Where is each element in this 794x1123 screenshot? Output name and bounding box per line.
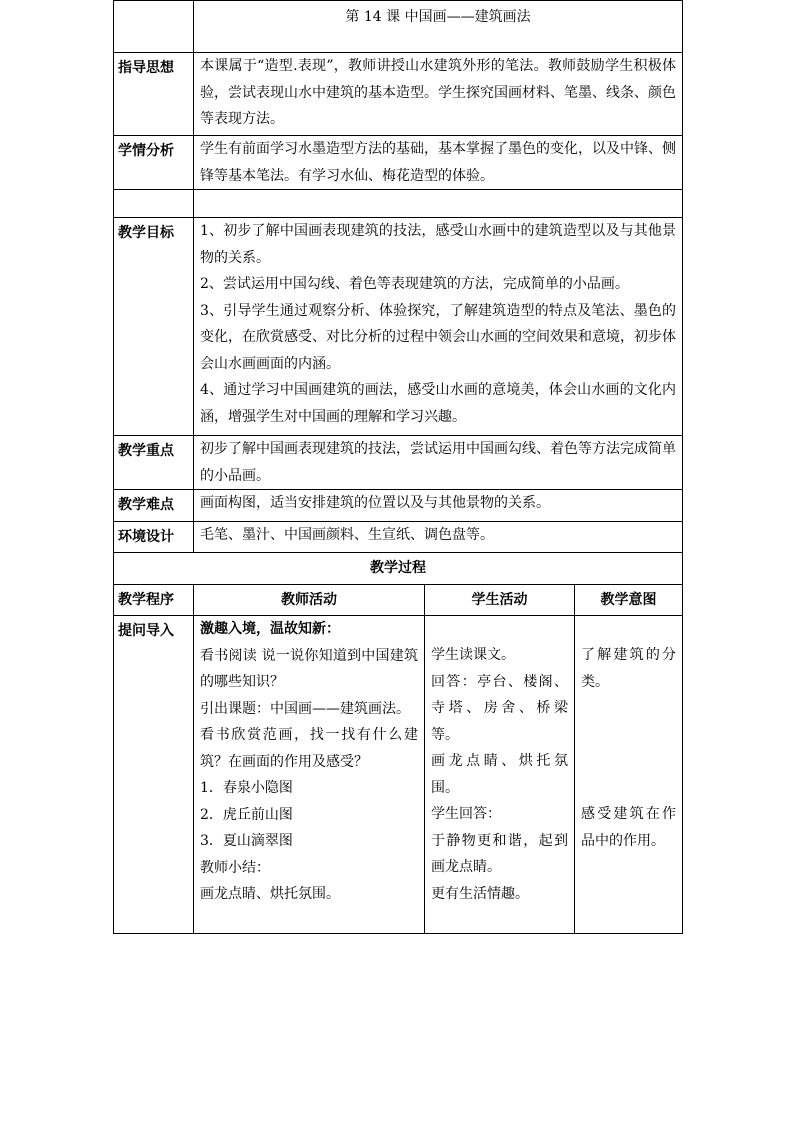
col-header-student: 学生活动 <box>425 584 575 616</box>
teacher-line: 1．春泉小隐图 <box>200 780 293 796</box>
objectives-label: 教学目标 <box>114 218 194 436</box>
col-header-intent: 教学意图 <box>575 584 683 616</box>
difficulty-text: 画面构图，适当安排建筑的位置以及与其他景物的关系。 <box>194 490 683 522</box>
student-line: 回答：亭台、楼阁、寺塔、房舍、桥梁等。 <box>431 673 568 743</box>
guiding-row <box>114 53 683 136</box>
process-step-label: 提问导入 <box>114 616 194 934</box>
teacher-line: 3．夏山滴翠图 <box>200 833 293 849</box>
col-header-step: 教学程序 <box>114 584 194 616</box>
teacher-line: 引出课题：中国画——建筑画法。 <box>200 700 410 717</box>
blank-content-cell <box>194 190 683 218</box>
objective-item: 4、通过学习中国画建筑的画法，感受山水画的意境美，体会山水画的文化内涵，增强学生对中国画的理解和学习兴趣。 <box>200 382 677 425</box>
intent-line: 感受建筑在作品中的作用。 <box>581 806 677 849</box>
teacher-line: 教师小结： <box>200 859 270 876</box>
analysis-label: 学情分析 <box>114 136 194 190</box>
objective-item: 3、引导学生通过观察分析、体验探究，了解建筑造型的特点及笔法、墨色的变化，在欣赏感受、对比分析的过程中领会山水画的空间效果和意境，初步体会山水画画面的内涵。 <box>200 302 677 372</box>
guiding-label: 指导思想 <box>114 53 194 136</box>
student-line: 学生回答： <box>431 806 501 822</box>
blank-label-cell <box>114 190 194 218</box>
title-left-cell <box>114 1 194 53</box>
objective-item: 2、尝试运用中国勾线、着色等表现建筑的方法，完成简单的小品画。 <box>200 276 629 292</box>
intent-line: 了解建筑的分类。 <box>581 647 677 690</box>
student-line: 画龙点睛、烘托氛围。 <box>431 753 568 796</box>
environment-row <box>114 521 683 553</box>
process-heading: 教学过程 <box>114 553 683 585</box>
environment-text: 毛笔、墨汁、中国画颜料、生宣纸、调色盘等。 <box>194 521 683 553</box>
lesson-plan-table <box>113 0 683 934</box>
key-point-text: 初步了解中国画表现建筑的技法，尝试运用中国画勾线、着色等方法完成简单的小品画。 <box>194 436 683 490</box>
student-activity-cell <box>425 616 575 934</box>
objective-item: 1、初步了解中国画表现建筑的技法，感受山水画中的建筑造型以及与其他景物的关系。 <box>200 223 677 266</box>
objectives-row <box>114 218 683 436</box>
analysis-text: 学生有前面学习水墨造型方法的基础，基本掌握了墨色的变化，以及中锋、侧锋等基本笔法。有学习水仙、梅花造型的体验。 <box>194 136 683 190</box>
teacher-line-heading: 激趣入境，温故知新： <box>200 621 340 637</box>
difficulty-label: 教学难点 <box>114 490 194 522</box>
intent-cell <box>575 616 683 934</box>
teacher-line: 看书欣赏范画，找一找有什么建筑？在画面的作用及感受？ <box>200 727 418 770</box>
lesson-title: 第 14 课 中国画——建筑画法 <box>194 1 683 53</box>
teacher-line: 画龙点睛、烘托氛围。 <box>200 886 340 902</box>
objectives-list <box>194 218 683 436</box>
teacher-line: 2．虎丘前山图 <box>200 806 293 823</box>
teacher-activity-cell <box>194 616 425 934</box>
key-point-label: 教学重点 <box>114 436 194 490</box>
process-row <box>114 616 683 934</box>
process-heading-row <box>114 553 683 585</box>
environment-label: 环境设计 <box>114 521 194 553</box>
key-point-row <box>114 436 683 490</box>
title-row <box>114 1 683 53</box>
student-line: 学生读课文。 <box>431 647 515 663</box>
col-header-teacher: 教师活动 <box>194 584 425 616</box>
student-line: 于静物更和谐，起到画龙点睛。 <box>431 832 568 875</box>
analysis-row <box>114 136 683 190</box>
difficulty-row <box>114 490 683 522</box>
teacher-line: 看书阅读 说一说你知道到中国建筑的哪些知识？ <box>200 647 418 690</box>
process-header-row <box>114 584 683 616</box>
student-line: 更有生活情趣。 <box>431 885 529 902</box>
blank-row <box>114 190 683 218</box>
guiding-text: 本课属于“造型.表现”，教师讲授山水建筑外形的笔法。教师鼓励学生积极体验，尝试表现山水中建筑的基本造型。学生探究国画材料、笔墨、线条、颜色等表现方法。 <box>194 53 683 136</box>
